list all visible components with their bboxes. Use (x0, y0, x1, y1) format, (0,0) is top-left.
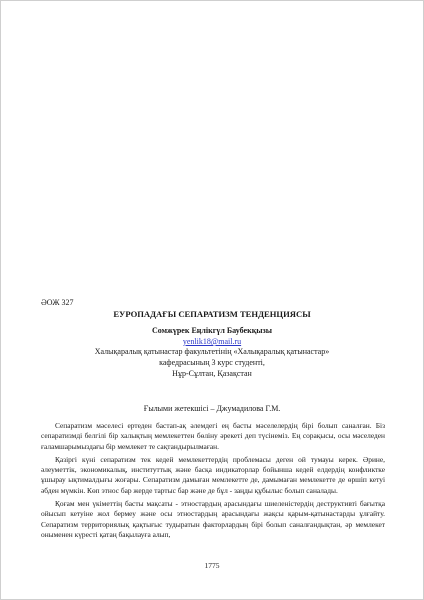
page-number: 1775 (204, 561, 220, 570)
paragraph-3: Қоғам мен үкіметтің басты мақсаты - этностардың арасындағы шиеленістердің деструктивті бағытқа ойысып кетуіне жол бермеу және осы этностардың арасындағы жақсы қарым-қатынастарды ұлғайту. Сепаратизм территориялық қақтығыс тудыратын факторлардың бірі болып саналғандықтан, әр мемлекет оныменен күресті қатаң бақылауға алып, (41, 499, 385, 539)
supervisor-line: Ғылыми жетекшісі – Джумадилова Г.М. (143, 404, 281, 413)
udc-code: ӘОЖ 327 (41, 298, 74, 307)
affiliation-line-2: кафедрасының 3 курс студенті, (159, 358, 265, 367)
author-name: Сомжүрек Еңлікгүл Баубекқызы (151, 326, 273, 335)
affiliation-line-1: Халықаралық қатынастар факультетінің «Халықаралық қатынастар» (94, 347, 330, 356)
paragraph-1: Сепаратизм мәселесі ертеден бастап-ақ әлемдегі ең басты мәселелердің бірі болып саналған. Біз сепаратизмді белгілі бір халықтың мемлекеттен бөліну әрекеті деп түсінеміз. Ең сорақысы, осы мәселеден ғаламшарымыздағы бір мемлекет те сақтандырылмаған. (41, 421, 385, 451)
paragraph-2: Қазіргі күні сепаратизм тек кедей мемлекеттердің проблемасы деген ой тумауы керек. Әрине, әлеуметтік, экономикалық, институттық және басқа индикаторлар бойынша кедей елдердің конфликтке ұшырау ықтималдығы жоғары. Сепаратизм дамыған мемлекетте де, дамымаған мемлекетте де өршіп кетуі әбден мүмкін. Көп этнос бар жерде тартыс бар және де бұл - заңды құбылыс болып саналады. (41, 454, 385, 495)
paper-title: ЕУРОПАДАҒЫ СЕПАРАТИЗМ ТЕНДЕНЦИЯСЫ (113, 309, 311, 319)
author-email-link[interactable]: yenlik18@mail.ru (182, 337, 242, 346)
affiliation-line-3: Нұр-Сұлтан, Қазақстан (172, 369, 252, 378)
body-text (41, 421, 385, 543)
